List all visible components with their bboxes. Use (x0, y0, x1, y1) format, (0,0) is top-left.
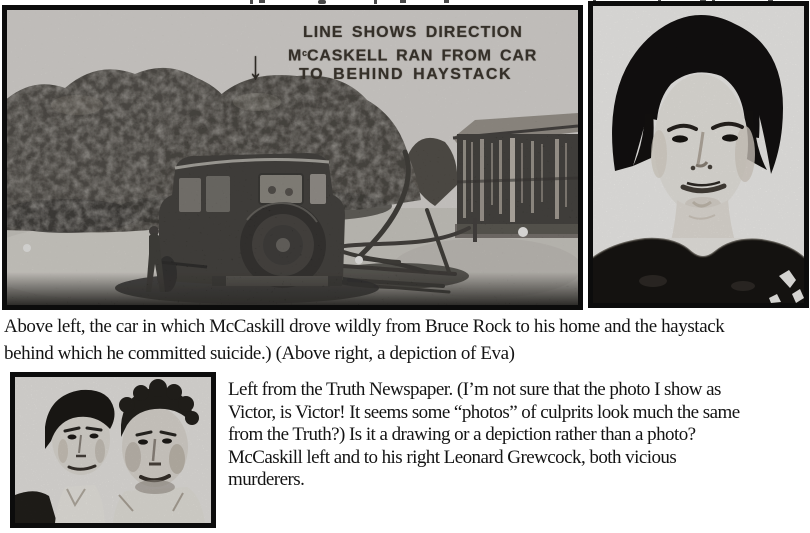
two-men-photo (10, 372, 216, 528)
caption-line: McCaskill left and to his right Leonard Grewcock, both vicious (228, 446, 677, 468)
caption-line: murderers. (228, 469, 305, 490)
caption-line: Above left, the car in which McCaskill drove wildly from Bruce Rock to his home and the haystack (4, 316, 725, 337)
crime-scene-photo (2, 5, 583, 310)
eva-portrait-illustration (593, 6, 804, 303)
caption-line: Victor, is Victor! It seems some “photos” of culprits look much the same (228, 401, 740, 423)
caption-line: from the Truth?) Is it a drawing or a depiction rather than a photo? (228, 424, 696, 445)
caption-line: Left from the Truth Newspaper. (I’m not sure that the photo I show as (228, 379, 721, 400)
caption-line: behind which he committed suicide.) (Above right, a depiction of Eva) (4, 343, 515, 364)
truth-newspaper-caption (228, 379, 808, 492)
two-men-illustration (15, 377, 211, 523)
eva-portrait-photo (588, 1, 809, 308)
above-photos-caption (4, 313, 808, 367)
overlay-line-2: $M^cCASKELL$ RAN FROM CAR (288, 47, 538, 65)
down-arrow-icon: ↓ (248, 44, 263, 89)
overlay-line-3: TO BEHIND HAYSTACK (299, 66, 513, 83)
overlay-line-1: LINE SHOWS DIRECTION (303, 24, 523, 41)
